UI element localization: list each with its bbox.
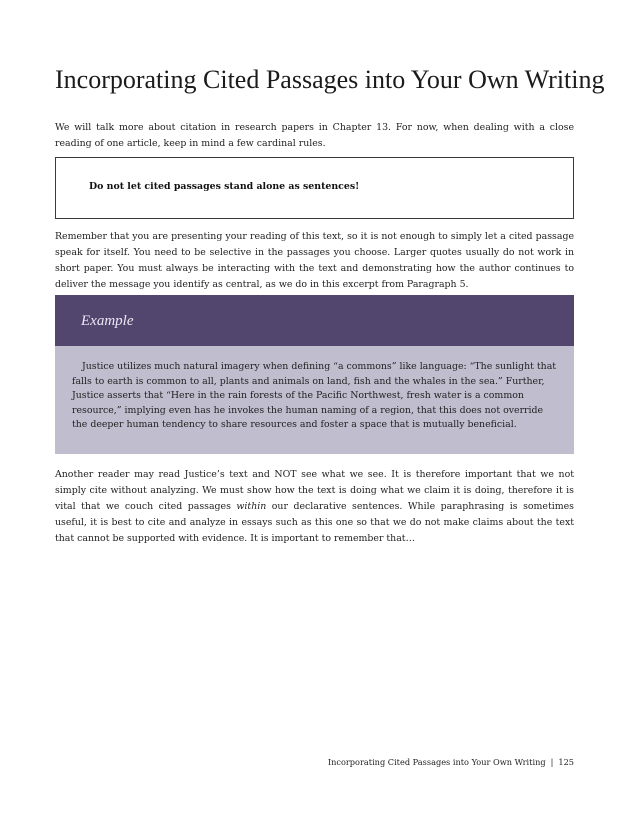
footer-running-title: Incorporating Cited Passages into Your Own Writing (327, 757, 546, 767)
closing-emphasis: within (236, 501, 267, 512)
page-number: 125 (558, 757, 574, 767)
example-text: Justice utilizes much natural imagery when defining “a commons” like language: “The sunlight that falls to earth is common to all, plants and animals on land, fish and the whales in the sea.” Further, Justice asserts that “Here in the rain forests of the Pacific Northwest, fresh water is a common resource,” implying even has he invokes the human naming of a region, that this does not override the deeper human tendency to share resources and foster a space that is mutually beneficial. (72, 361, 557, 431)
footer-separator: | (550, 757, 554, 767)
body-paragraph: Remember that you are presenting your reading of this text, so it is not enough to simply let a cited passage speak for itself. You need to be selective in the passages you choose. Larger quotes usually do not work in short paper. You must always be interacting with the text and demonstrating how the author continues to deliver the message you identify as central, as we do in this excerpt from Paragraph 5. (55, 231, 574, 290)
closing-text-part2: our declarative sentences. While paraphrasing is sometimes useful, it is best to cite and analyze in essays such as this one so that we do not make claims about the text that cannot be supported with evidence. It is important to remember that… (55, 501, 574, 544)
page-footer (328, 756, 574, 768)
intro-paragraph: We will talk more about citation in research papers in Chapter 13. For now, when dealing with a close reading of one article, keep in mind a few cardinal rules. (55, 122, 574, 149)
closing-paragraph (55, 467, 574, 547)
page-title: Incorporating Cited Passages into Your Own Writing (55, 65, 605, 94)
callout-box (55, 157, 574, 219)
example-header (55, 295, 574, 346)
callout-text: Do not let cited passages stand alone as sentences! (89, 181, 360, 192)
example-label: Example (81, 313, 134, 329)
example-body (55, 346, 574, 454)
closing-text-part1: Another reader may read Justice’s text and NOT see what we see. It is therefore important that we not simply cite without analyzing. We must show how the text is doing what we claim it is doing, therefore it is vital that we couch cited passages (55, 469, 574, 512)
